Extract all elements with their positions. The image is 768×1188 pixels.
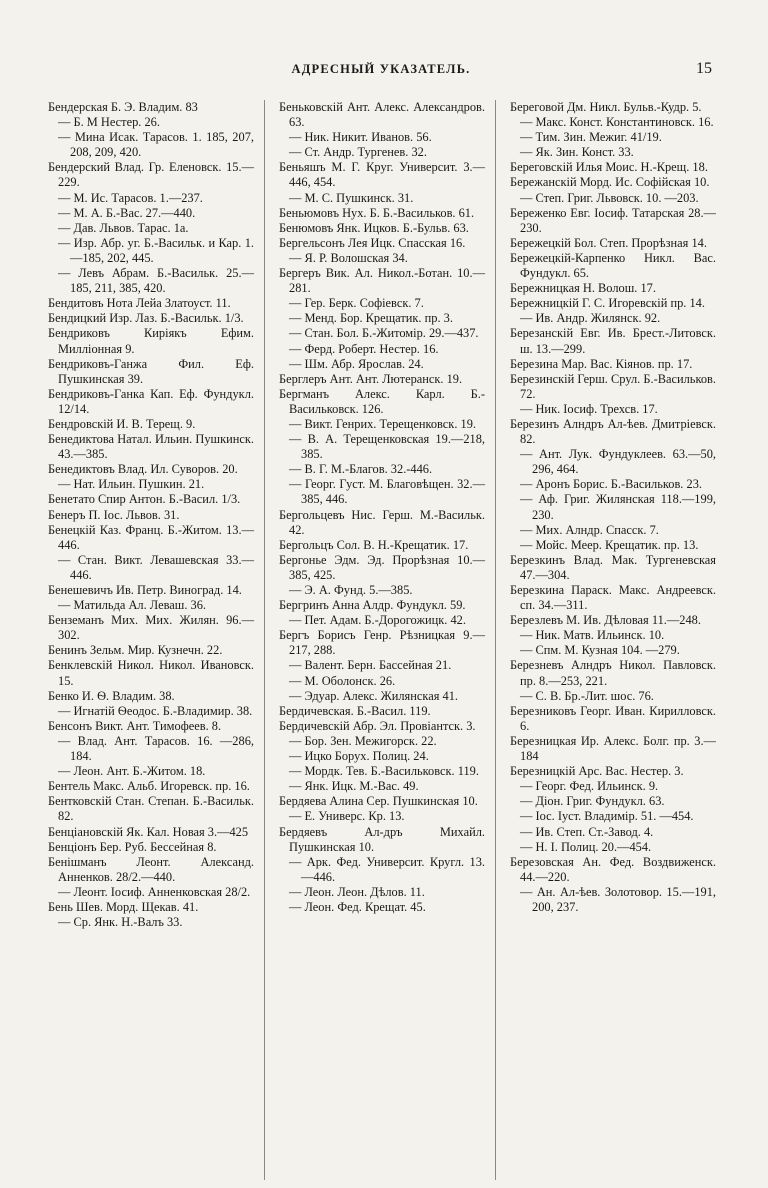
directory-entry: Бережницкій Г. С. Игоревскій пр. 14. (510, 296, 705, 311)
directory-entry: — Янк. Ицк. М.-Вас. 49. (289, 779, 419, 794)
directory-entry: — Б. М Нестер. 26. (58, 115, 160, 130)
page-header (50, 62, 712, 82)
directory-entry: Бенеръ П. Іос. Львов. 31. (48, 507, 180, 522)
directory-entry: Березанскій Евг. Ив. Брест.-Литовск. ш. 13.—299. (510, 326, 716, 356)
directory-entry: — М. А. Б.-Вас. 27.—440. (58, 205, 196, 220)
directory-entry: — Левъ Абрам. Б.-Васильк. 25.—185, 211, 385, 420. (58, 266, 254, 296)
directory-entry: Бендерский Влад. Гр. Еленовск. 15.—229. (48, 160, 254, 190)
directory-entry: — Діон. Григ. Фундукл. 63. (520, 794, 665, 809)
directory-entry: — Изр. Абр. уг. Б.-Васильк. и Кар. 1.—185, 202, 445. (58, 235, 254, 265)
directory-entry: Бергманъ Алекс. Карл. Б.-Васильковск. 126. (279, 386, 485, 416)
directory-entry: Береговскій Илья Моис. Н.-Крещ. 18. (510, 160, 708, 175)
directory-entry: — Менд. Бор. Крещатик. пр. 3. (289, 311, 453, 326)
directory-entry: — Георг. Густ. М. Благовѣщен. 32.—385, 446. (289, 477, 485, 507)
directory-entry: — Мойс. Меер. Крещатик. пр. 13. (520, 537, 699, 552)
directory-entry: — М. Ис. Тарасов. 1.—237. (58, 190, 203, 205)
directory-entry: Березкина Параск. Макс. Андреевск. сп. 34.—311. (510, 583, 716, 613)
directory-entry: — Ив. Степ. Ст.-Завод. 4. (520, 824, 654, 839)
directory-entry: Бенинъ Зельм. Мир. Кузнечн. 22. (48, 643, 223, 658)
directory-entry: — М. С. Пушкинск. 31. (289, 190, 414, 205)
directory-entry: Бережницкая Н. Волош. 17. (510, 281, 656, 296)
directory-entry: Бенецкій Каз. Франц. Б.-Житом. 13.—446. (48, 522, 254, 552)
directory-entry: — Степ. Григ. Львовск. 10. —203. (520, 190, 699, 205)
directory-entry: — Пет. Адам. Б.-Дорогожицк. 42. (289, 613, 466, 628)
directory-entry: Бердичевская. Б.-Васил. 119. (279, 703, 431, 718)
directory-entry: — Ник. Матв. Ильинск. 10. (520, 628, 665, 643)
directory-entry: Березневъ Алндръ Никол. Павловск. пр. 8.—253, 221. (510, 658, 716, 688)
directory-entry: Бенедиктовъ Влад. Ил. Суворов. 20. (48, 462, 238, 477)
directory-entry: — Арк. Фед. Университ. Кругл. 13.—446. (289, 854, 485, 884)
directory-entry: — Стан. Викт. Левашевская 33.—446. (58, 552, 254, 582)
directory-entry: — Дав. Львов. Тарас. 1а. (58, 220, 189, 235)
directory-entry: Бенетато Спир Антон. Б.-Васил. 1/3. (48, 492, 241, 507)
directory-entry: — Стан. Бол. Б.-Житомір. 29.—437. (289, 326, 479, 341)
directory-entry: Бенко И. Ѳ. Владим. 38. (48, 688, 175, 703)
directory-entry: Бенціановскій Як. Кал. Новая 3.—425 (48, 824, 249, 839)
directory-entry: — В. Г. М.-Благов. 32.-446. (289, 462, 433, 477)
directory-entry: — Влад. Ант. Тарасов. 16. —286, 184. (58, 733, 254, 764)
directory-entry: Березинъ Алндръ Ал-ѣев. Дмитріевск. 82. (510, 416, 716, 447)
column-middle (265, 100, 496, 1180)
directory-entry: Бенішманъ Леонт. Александ. Анненков. 28/2.—440. (48, 854, 254, 884)
directory-entry: Бендитовъ Нота Лейа Златоуст. 11. (48, 296, 231, 311)
directory-entry: — Леон. Фед. Крещат. 45. (289, 899, 426, 914)
directory-entry: — Макс. Конст. Константиновск. 16. (520, 115, 714, 130)
directory-entry: Беньюмовъ Нух. Б. Б.-Васильков. 61. (279, 205, 475, 220)
directory-entry: Бень Шев. Морд. Щекав. 41. (48, 899, 199, 914)
directory-entry: — Тим. Зин. Межиг. 41/19. (520, 130, 662, 145)
directory-entry: Березницкая Ир. Алекс. Болг. пр. 3.—184 (510, 733, 716, 764)
directory-entry: — Бор. Зен. Межигорск. 22. (289, 733, 437, 748)
directory-entry: — Леонт. Іосиф. Анненковская 28/2. (58, 884, 251, 899)
directory-entry: — Ст. Андр. Тургенев. 32. (289, 145, 427, 160)
directory-entry: — С. В. Бр.-Лит. шос. 76. (520, 688, 654, 703)
directory-entry: — Н. І. Полиц. 20.—454. (520, 839, 652, 854)
directory-entry: Березниковъ Георг. Иван. Кирилловск. 6. (510, 703, 716, 733)
directory-entry: Бергельсонъ Лея Ицк. Спасская 16. (279, 235, 466, 250)
directory-entry: Бенсонъ Викт. Ант. Тимофеев. 8. (48, 718, 222, 733)
directory-entry: — Мина Исак. Тарасов. 1. 185, 207, 208, 209, 420. (58, 130, 254, 160)
directory-entry: — Іос. Іуст. Владимір. 51. —454. (520, 809, 694, 824)
directory-entry: Бендриковъ-Ганка Кап. Еф. Фундукл. 12/14. (48, 386, 254, 416)
directory-entry: Бережанскій Морд. Ис. Софійская 10. (510, 175, 710, 190)
directory-entry: Бенешевичъ Ив. Петр. Виноград. 14. (48, 583, 242, 597)
directory-entry: — Ицко Борух. Полиц. 24. (289, 749, 429, 764)
directory-entry: Бергольцъ Сол. В. Н.-Крещатик. 17. (279, 537, 469, 552)
directory-entry: Бенедиктова Натал. Ильин. Пушкинск. 43.—385. (48, 432, 254, 462)
directory-entry: Бенклевскій Никол. Никол. Ивановск. 15. (48, 658, 254, 688)
directory-entry: — Ферд. Роберт. Нестер. 16. (289, 341, 439, 356)
directory-entry: — Гер. Берк. Софіевск. 7. (289, 296, 424, 311)
column-left (48, 100, 265, 1180)
directory-entry: — Аф. Григ. Жилянская 118.—199, 230. (520, 492, 716, 522)
directory-entry: Бергъ Борисъ Генр. Рѣзницкая 9.—217, 288. (279, 628, 485, 658)
directory-entry: Бендриковъ-Ганжа Фил. Еф. Пушкинская 39. (48, 356, 254, 386)
directory-entry: — Спм. М. Кузная 104. —279. (520, 643, 680, 658)
directory-entry: Бендриковъ Киріякъ Ефим. Миллiонная 9. (48, 326, 254, 356)
directory-entry: Беньяшъ М. Г. Круг. Университ. 3.—446, 454. (279, 160, 485, 190)
directory-entry: Бергринъ Анна Алдр. Фундукл. 59. (279, 598, 466, 613)
directory-entry: — Мих. Алндр. Спасск. 7. (520, 522, 659, 537)
directory-entry: — Ник. Іосиф. Трехсв. 17. (520, 401, 658, 416)
directory-entry: — Леон. Ант. Б.-Житом. 18. (58, 764, 206, 779)
directory-entry: — Ив. Андр. Жилянск. 92. (520, 311, 661, 326)
directory-entry: — Ник. Никит. Иванов. 56. (289, 130, 432, 145)
directory-entry: Березинскій Герш. Срул. Б.-Васильков. 72. (510, 371, 716, 401)
directory-entry: Березлевъ М. Ив. Дѣловая 11.—248. (510, 613, 701, 628)
directory-entry: — Аронъ Борис. Б.-Васильков. 23. (520, 477, 702, 492)
directory-entry: Бердяевъ Ал-дръ Михайл. Пушкинская 10. (279, 824, 485, 854)
directory-entry: Бендровскій И. В. Терещ. 9. (48, 416, 196, 431)
directory-entry: Береговой Дм. Никл. Бульв.-Кудр. 5. (510, 100, 702, 114)
directory-entry: Бентковскій Стан. Степан. Б.-Васильк. 82. (48, 794, 254, 824)
directory-entry: — Викт. Генрих. Терещенковск. 19. (289, 416, 477, 431)
directory-entry: — Валент. Берн. Бассейная 21. (289, 658, 452, 673)
page-number: 15 (696, 60, 712, 77)
directory-entry: Бердяева Алина Сер. Пушкинская 10. (279, 794, 478, 809)
directory-entry: — Нат. Ильин. Пушкин. 21. (58, 477, 205, 492)
directory-entry: Беньковскій Ант. Алекс. Александров. 63. (279, 100, 485, 130)
directory-entry: — Мордк. Тев. Б.-Васильковск. 119. (289, 764, 479, 779)
directory-entry: Бережецкій Бол. Степ. Прорѣзная 14. (510, 235, 707, 250)
directory-entry: Бендерская Б. Э. Владим. 83 (48, 100, 198, 114)
directory-entry: — Я. Р. Волошская 34. (289, 250, 408, 265)
directory-entry: Березницкій Арс. Вас. Нестер. 3. (510, 764, 684, 779)
directory-entry: — Ср. Янк. Н.-Валъ 33. (58, 915, 183, 930)
directory-entry: — Эдуар. Алекс. Жилянская 41. (289, 688, 458, 703)
directory-entry: Бергонье Эдм. Эд. Прорѣзная 10.—385, 425. (279, 552, 485, 582)
directory-entry: Бергеръ Вик. Ал. Никол.-Ботан. 10.—281. (279, 266, 485, 296)
directory-entry: Березовская Ан. Фед. Воздвиженск. 44.—220. (510, 854, 716, 884)
directory-entry: — Э. А. Фунд. 5.—385. (289, 583, 413, 597)
directory-entry: Бенземанъ Мих. Мих. Жилян. 96.—302. (48, 613, 254, 643)
directory-entry: Березина Мар. Вас. Кіянов. пр. 17. (510, 356, 693, 371)
directory-entry: — Игнатій Ѳеодос. Б.-Владимир. 38. (58, 703, 253, 718)
directory-columns (48, 100, 716, 1180)
directory-entry: Бендицкий Изр. Лаз. Б.-Васильк. 1/3. (48, 311, 244, 326)
directory-entry: Бенціонъ Бер. Руб. Бессейная 8. (48, 839, 217, 854)
directory-entry: Береженко Евг. Іосиф. Татарская 28.—230. (510, 205, 716, 235)
directory-entry: Бережецкій-Карпенко Никл. Вас. Фундукл. 65. (510, 250, 716, 281)
directory-entry: Бердичевскій Абр. Эл. Провіантск. 3. (279, 718, 476, 733)
directory-entry: Бенюмовъ Янк. Ицков. Б.-Бульв. 63. (279, 220, 469, 235)
directory-entry: — Ант. Лук. Фундуклеев. 63.—50, 296, 464. (520, 447, 716, 477)
directory-entry: — Георг. Фед. Ильинск. 9. (520, 779, 659, 794)
directory-entry: Березкинъ Влад. Мак. Тургеневская 47.—304. (510, 552, 716, 582)
column-right (496, 100, 716, 1180)
directory-entry: Берглеръ Ант. Ант. Лютеранск. 19. (279, 371, 463, 386)
directory-entry: Бентель Макс. Альб. Игоревск. пр. 16. (48, 779, 250, 794)
directory-entry: — М. Оболонск. 26. (289, 673, 396, 688)
directory-entry: — Леон. Леон. Дѣлов. 11. (289, 884, 425, 899)
directory-entry: — Як. Зин. Конст. 33. (520, 145, 634, 160)
directory-entry: — Ан. Ал-ѣев. Золотовор. 15.—191, 200, 237. (520, 884, 716, 914)
directory-entry: Бергольцевъ Нис. Герш. М.-Васильк. 42. (279, 507, 485, 537)
page-title: АДРЕСНЫЙ УКАЗАТЕЛЬ. (291, 62, 471, 76)
directory-entry: — Е. Универс. Кр. 13. (289, 809, 405, 824)
directory-entry: — Шм. Абр. Ярослав. 24. (289, 356, 424, 371)
directory-entry: — Матильда Ал. Леваш. 36. (58, 598, 207, 613)
directory-entry: — В. А. Терещенковская 19.—218, 385. (289, 432, 485, 462)
